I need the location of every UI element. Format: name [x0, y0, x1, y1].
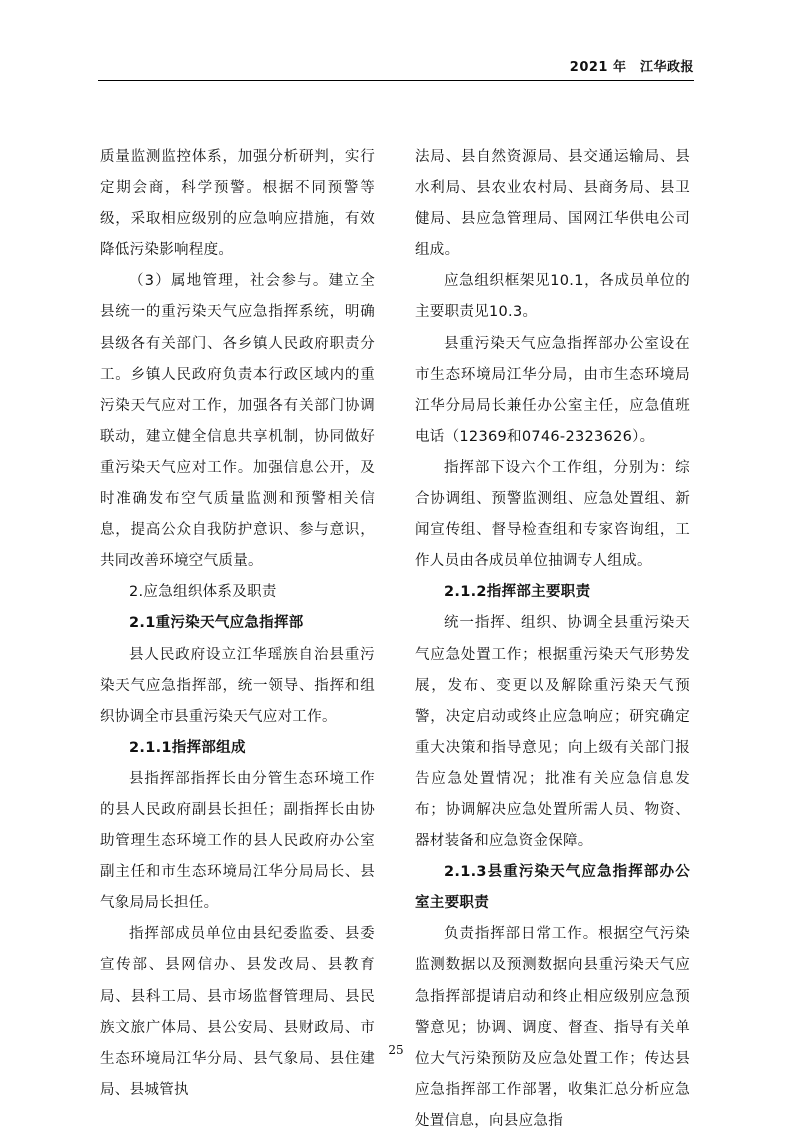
paragraph: （3）属地管理，社会参与。建立全县统一的重污染天气应急指挥系统，明确县级各有关部门、各乡镇人民政府职责分工。乡镇人民政府负责本行政区域内的重污染天气应对工作，加强各有关部门协调联动，建立健全信息共享机制，协同做好重污染天气应对工作。加强信息公开，及时准确发布空气质量监测和预警相关信息，提高公众自我防护意识、参与意识，共同改善环境空气质量。 — [100, 273, 375, 570]
section-heading: 2.1.2指挥部主要职责 — [444, 584, 591, 601]
paragraph: 负责指挥部日常工作。根据空气污染监测数据以及预测数据向县重污染天气应急指挥部提请启动和终止相应级别应急预警意见；协调、调度、督查、指导有关单位大气污染预防及应急处置工作；传达县应急指挥部工作部署，收集汇总分析应急处置信息，向县应急指 — [415, 926, 690, 1129]
paragraph: 指挥部成员单位由县纪委监委、县委宣传部、县网信办、县发改局、县教育局、县科工局、县市场监督管理局、县民族文旅广体局、县公安局、县财政局、市生态环境局江华分局、县气象局、县住建局、县城管执 — [100, 926, 375, 1098]
paragraph: 法局、县自然资源局、县交通运输局、县水利局、县农业农村局、县商务局、县卫健局、县应急管理局、国网江华供电公司组成。 — [415, 149, 690, 259]
paragraph: 县人民政府设立江华瑶族自治县重污染天气应急指挥部，统一领导、指挥和组织协调全市县重污染天气应对工作。 — [100, 646, 375, 725]
paragraph: 统一指挥、组织、协调全县重污染天气应急处置工作；根据重污染天气形势发展，发布、变更以及解除重污染天气预警，决定启动或终止应急响应；研究确定重大决策和指导意见；向上级有关部门报告应急处置情况；批准有关应急信息发布；协调解决应急处置所需人员、物资、器材装备和应急资金保障。 — [415, 615, 690, 850]
section-heading: 2.1.1指挥部组成 — [129, 739, 246, 756]
section-heading: 2.1重污染天气应急指挥部 — [129, 615, 304, 632]
right-column — [415, 142, 690, 1137]
section-heading: 2.1.3县重污染天气应急指挥部办公室主要职责 — [415, 864, 690, 912]
header-title: 2021 年 江华政报 — [569, 60, 694, 75]
section-heading: 2.应急组织体系及职责 — [129, 584, 277, 601]
paragraph: 应急组织框架见10.1，各成员单位的主要职责见10.3。 — [415, 273, 690, 321]
left-column — [100, 142, 375, 1106]
paragraph: 质量监测监控体系，加强分析研判，实行定期会商，科学预警。根据不同预警等级，采取相应级别的应急响应措施，有效降低污染影响程度。 — [100, 149, 375, 259]
page-number: 25 — [388, 1043, 404, 1057]
paragraph: 指挥部下设六个工作组，分别为：综合协调组、预警监测组、应急处置组、新闻宣传组、督导检查组和专家咨询组，工作人员由各成员单位抽调专人组成。 — [415, 459, 690, 570]
page-header — [98, 50, 694, 81]
paragraph: 县指挥部指挥长由分管生态环境工作的县人民政府副县长担任；副指挥长由协助管理生态环境工作的县人民政府办公室副主任和市生态环境局江华分局局长、县气象局局长担任。 — [100, 770, 375, 912]
paragraph: 县重污染天气应急指挥部办公室设在市生态环境局江华分局，由市生态环境局江华分局局长兼任办公室主任，应急值班电话（12369和0746-2323626）。 — [415, 335, 690, 445]
